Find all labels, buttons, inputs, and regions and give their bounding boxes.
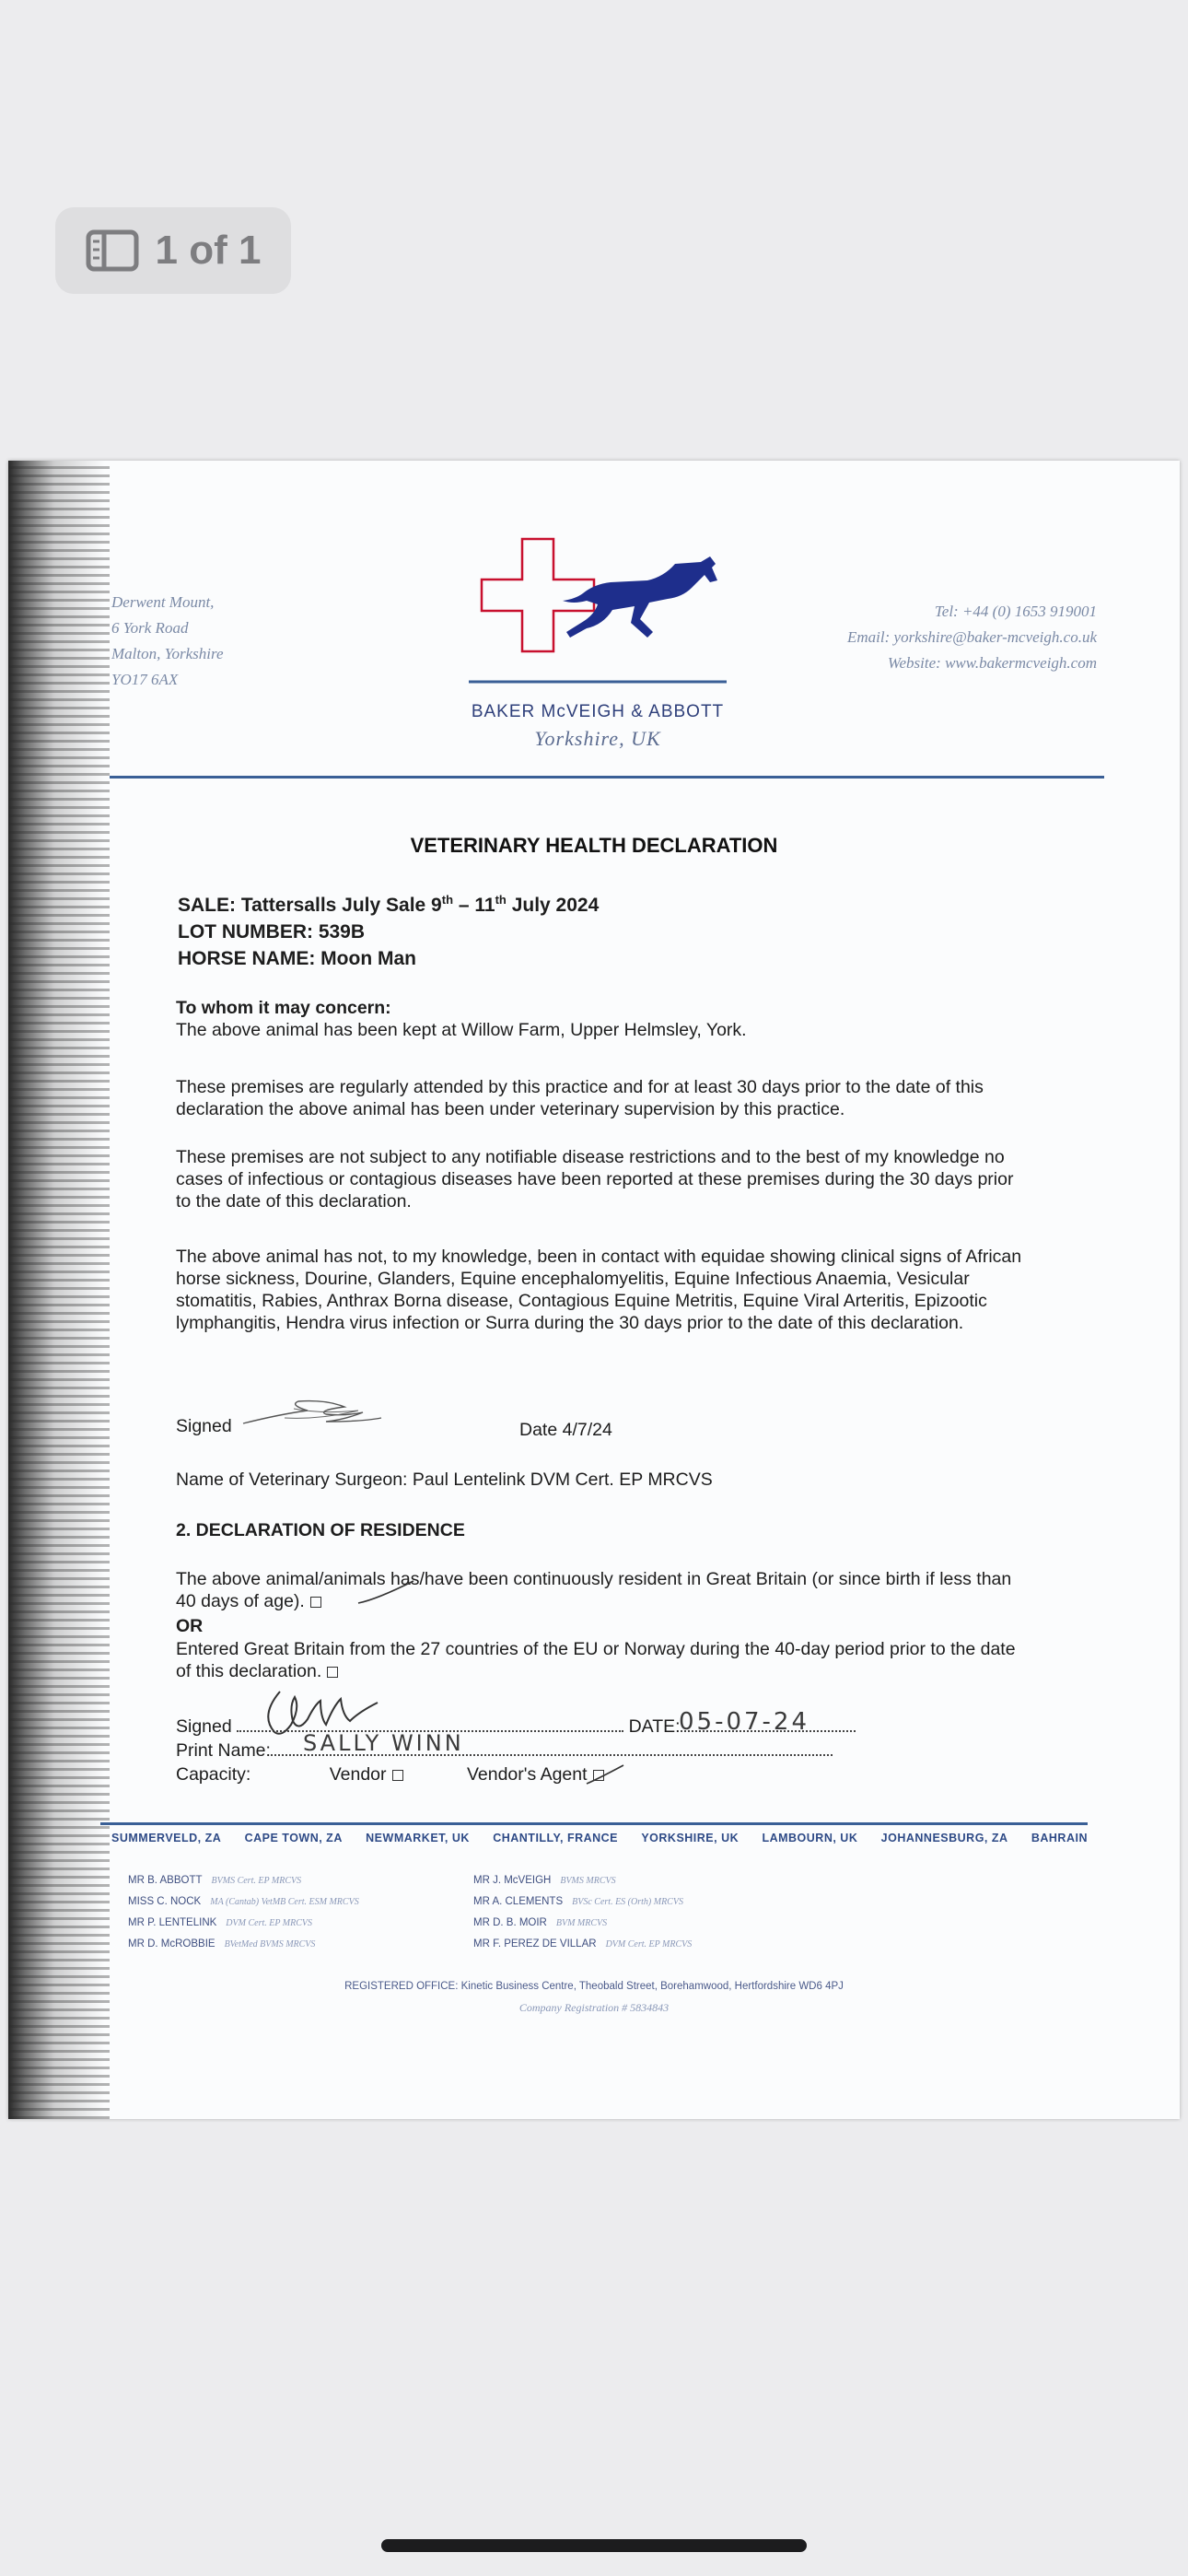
contact-phone: Tel: +44 (0) 1653 919001 xyxy=(934,603,1097,620)
partner-quals: BVMS MRCVS xyxy=(560,1876,616,1886)
address-line: Derwent Mount, xyxy=(111,593,215,611)
practice-contact xyxy=(847,599,1097,676)
partner-quals: BVSc Cert. ES (Orth) MRCVS xyxy=(572,1897,683,1907)
document-title: VETERINARY HEALTH DECLARATION xyxy=(410,834,778,857)
declaration-date: Date 4/7/24 xyxy=(519,1420,612,1440)
partner-name: MR D. McROBBIE xyxy=(128,1938,215,1950)
partner-quals: DVM Cert. EP MRCVS xyxy=(226,1918,312,1928)
partner-name: MR P. LENTELINK xyxy=(128,1917,217,1928)
address-line: 6 York Road xyxy=(111,619,189,637)
vendor-checkbox[interactable] xyxy=(392,1770,403,1781)
location: YORKSHIRE, UK xyxy=(641,1832,740,1844)
sale-sup: th xyxy=(495,893,507,907)
partner-name: MR A. CLEMENTS xyxy=(473,1896,564,1907)
vendor-label: Vendor xyxy=(329,1764,387,1785)
partner xyxy=(473,1913,692,1934)
partners-right xyxy=(473,1870,692,1955)
lot-number: LOT NUMBER: 539B xyxy=(178,921,366,943)
checkmark-icon xyxy=(585,1763,625,1787)
residence-option-1-text: The above animal/animals has/have been continuously resident in Great Britain (or since birth if less than 40 days of age). xyxy=(176,1569,1012,1611)
residence-option-2-checkbox[interactable] xyxy=(327,1667,338,1678)
header-divider xyxy=(110,776,1104,779)
sale-sup: th xyxy=(441,893,454,907)
section-2-title: 2. DECLARATION OF RESIDENCE xyxy=(176,1520,465,1540)
partner xyxy=(473,1934,692,1955)
address-line: Malton, Yorkshire xyxy=(111,645,224,662)
galloping-horse-icon xyxy=(563,556,717,638)
horse-name: HORSE NAME: Moon Man xyxy=(178,948,416,969)
partner xyxy=(473,1891,692,1913)
page-indicator-label: 1 of 1 xyxy=(155,228,262,273)
sale-line xyxy=(178,886,599,919)
partner xyxy=(473,1870,692,1891)
partner-name: MR D. B. MOIR xyxy=(473,1917,547,1928)
capacity-label: Capacity: xyxy=(176,1764,251,1785)
footer-divider xyxy=(100,1822,1088,1825)
contact-website: Website: www.bakermcveigh.com xyxy=(887,654,1097,672)
residence-option-1 xyxy=(176,1568,1023,1612)
practice-address xyxy=(111,590,224,693)
surgeon-name: Name of Veterinary Surgeon: Paul Lentelink DVM Cert. EP MRCVS xyxy=(176,1469,713,1490)
salutation: To whom it may concern: xyxy=(176,998,391,1018)
partner-quals: BVM MRCVS xyxy=(555,1918,608,1928)
paragraph-3: These premises are not subject to any notifiable disease restrictions and to the best of my knowledge no cases of infectious or contagious diseases have been reported at these premises during the 30 days prior to the date of this declaration. xyxy=(176,1147,1014,1212)
sale-info xyxy=(178,886,599,972)
contact-email: Email: yorkshire@baker-mcveigh.co.uk xyxy=(847,628,1097,646)
scan-shadow-edge xyxy=(8,461,110,2119)
location: LAMBOURN, UK xyxy=(762,1832,858,1844)
partner-name: MR B. ABBOTT xyxy=(128,1875,203,1886)
or-label: OR xyxy=(176,1616,204,1636)
sale-prefix: SALE: Tattersalls July Sale 9 xyxy=(178,895,442,916)
location: CHANTILLY, FRANCE xyxy=(493,1832,619,1844)
partner-quals: BVMS Cert. EP MRCVS xyxy=(211,1876,302,1886)
checkmark-icon xyxy=(356,1579,415,1607)
partners-left xyxy=(128,1870,359,1955)
red-cross-icon xyxy=(482,539,594,651)
practice-location: Yorkshire, UK xyxy=(534,727,661,750)
address-line: YO17 6AX xyxy=(111,671,179,688)
page-indicator[interactable] xyxy=(55,207,291,294)
print-name-row xyxy=(176,1739,931,1762)
partner-quals: BVetMed BVMS MRCVS xyxy=(224,1939,316,1950)
residence-option-1-checkbox[interactable] xyxy=(310,1597,321,1608)
practice-locations xyxy=(111,1832,1088,1844)
signed-2-label: Signed xyxy=(176,1716,232,1737)
company-registration: Company Registration # 5834843 xyxy=(518,2001,670,2014)
location: BAHRAIN xyxy=(1031,1832,1088,1844)
location: JOHANNESBURG, ZA xyxy=(880,1832,1008,1844)
paragraph-2: These premises are regularly attended by this practice and for at least 30 days prior to the date of this declaration the above animal has been under veterinary supervision by this practice. xyxy=(176,1077,984,1119)
home-indicator[interactable] xyxy=(381,2539,807,2552)
partner-name: MR F. PEREZ DE VILLAR xyxy=(473,1938,597,1950)
partner xyxy=(128,1934,359,1955)
print-name-label: Print Name: xyxy=(176,1740,271,1761)
sale-suffix: July 2024 xyxy=(506,895,600,916)
signed-label: Signed xyxy=(176,1416,232,1436)
paragraph-4: The above animal has not, to my knowledge, been in contact with equidae showing clinical signs of African horse sickness, Dourine, Glanders, Equine encephalomyelitis, Equine Infectious Anaemia, Vesicular stomatitis, Rabies, Anthrax Borna disease, Contagious Equine Metritis, Equine Viral Arteritis, Epizootic lymphangitis, Hendra virus infection or Surra during the 30 days prior to the date of this declaration. xyxy=(176,1247,1022,1333)
residence-option-2-text: Entered Great Britain from the 27 countries of the EU or Norway during the 40-day period prior to the date of this declaration. xyxy=(176,1639,1016,1681)
partner xyxy=(128,1870,359,1891)
surgeon-signature xyxy=(239,1396,423,1433)
paragraph-1: The above animal has been kept at Willow Farm, Upper Helmsley, York. xyxy=(176,1020,747,1040)
registered-office: REGISTERED OFFICE: Kinetic Business Centre, Theobald Street, Borehamwood, Hertfordshire WD6 4PJ xyxy=(344,1981,844,1992)
location: SUMMERVELD, ZA xyxy=(111,1832,222,1844)
sidebar-page-icon xyxy=(86,229,139,272)
partner-quals: DVM Cert. EP MRCVS xyxy=(605,1939,693,1950)
partner-quals: MA (Cantab) VetMB Cert. ESM MRCVS xyxy=(210,1897,359,1907)
date-2-value: 05-07-24 xyxy=(679,1708,810,1736)
partner-name: MISS C. NOCK xyxy=(128,1896,202,1907)
partner xyxy=(128,1913,359,1934)
practice-name: BAKER McVEIGH & ABBOTT xyxy=(471,702,725,721)
location: NEWMARKET, UK xyxy=(366,1832,470,1844)
print-name-value: SALLY WINN xyxy=(303,1730,464,1756)
sale-mid: – 11 xyxy=(453,895,495,916)
document-page[interactable] xyxy=(8,461,1180,2119)
practice-logo xyxy=(469,534,736,700)
residence-option-2 xyxy=(176,1638,1023,1682)
vendors-agent-label: Vendor's Agent xyxy=(466,1764,588,1785)
partner-name: MR J. McVEIGH xyxy=(473,1875,552,1886)
date-2-label: DATE: xyxy=(628,1716,681,1737)
partner xyxy=(128,1891,359,1913)
location: CAPE TOWN, ZA xyxy=(244,1832,343,1844)
